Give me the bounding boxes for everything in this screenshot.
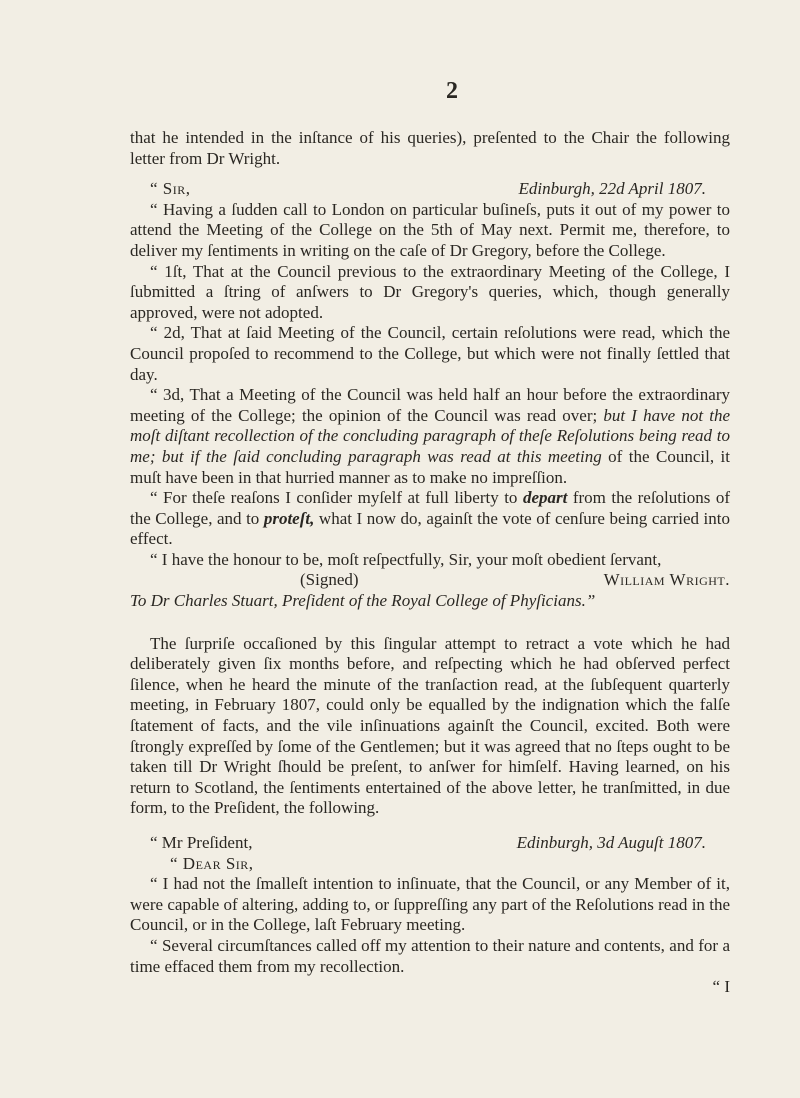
letter1-p4-italic: but I have not the moſt diſtant recollection of the concluding paragraph of theſe Reſolutions being read to me; but if the ſaid concluding paragraph was read at this meeting (130, 405, 731, 466)
signer-name: William Wright. (603, 570, 730, 590)
letter1-p6: “ I have the honour to be, moſt reſpectfully, Sir, your moſt obedient ſervant, (150, 549, 662, 569)
signed-label: (Signed) (300, 570, 359, 590)
letter2-heading (130, 833, 730, 854)
catchword: “ I (712, 977, 730, 997)
narrative-paragraph: The ſurpriſe occaſioned by this ſingular attempt to retract a vote which he had deliberately given ſix months before, and reſpecting which he had obſerved perfect ſilence, when he heard the minute of the tranſaction read, at the ſubſequent quarterly meeting, in February 1807, could only be equalled by the indignation which the falſe ſtatement of facts, and the vile inſinuations againſt the Council, excited. Both were ſtrongly expreſſed by ſome of the Gentlemen; but it was agreed that no ſteps ought to be taken till Dr Wright ſhould be preſent, to anſwer for himſelf. Having learned, on his return to Scotland, the ſentiments entertained of the above letter, he tranſmitted, in due form, to the Preſident, the following. (130, 633, 730, 818)
letter1-salutation: “ Sir, (150, 179, 191, 199)
letter1-p5-protest: proteſt, (263, 508, 315, 528)
letter1-addressee: To Dr Charles Stuart, Preſident of the Royal College of Phyſicians.” (130, 591, 596, 611)
letter1-p5-c: from the reſolutions of the College, and to (130, 488, 730, 528)
letter2-salutation: “ Mr Preſident, (150, 833, 253, 852)
letter1-p4-c: of the Council, it muſt have been in that hurried manner as to make no impreſſion. (130, 446, 730, 487)
letter2-p2: “ Several circumſtances called off my attention to their nature and contents, and for a time effaced them from my recollection. (130, 935, 730, 976)
page-number: 2 (446, 78, 458, 104)
intro-paragraph: that he intended in the inſtance of his queries), preſented to the Chair the following letter from Dr Wright. (130, 128, 730, 168)
letter2-date: Edinburgh, 3d Auguſt 1807. (516, 833, 706, 852)
letter1-heading (130, 179, 730, 200)
letter2-p1: “ I had not the ſmalleſt intention to inſinuate, that the Council, or any Member of it, were capable of altering, adding to, or ſuppreſſing any part of the Reſolutions read in the Council, or in the College, laſt February meeting. (130, 874, 730, 935)
letter1-signature (130, 570, 730, 591)
page-text (130, 128, 730, 998)
letter2-dear: “ Dear Sir, (170, 853, 254, 873)
letter1-p2: “ 1ſt, That at the Council previous to the extraordinary Meeting of the College, I ſubmitted a ſtring of anſwers to Dr Gregory's queries, which, though generally approved, were not adopted. (130, 261, 730, 322)
letter1-p5-e: what I now do, againſt the vote of cenſure being carried into effect. (130, 508, 731, 549)
letter1-p4 (130, 385, 730, 488)
letter1-p3: “ 2d, That at ſaid Meeting of the Council, certain reſolutions were read, which the Council propoſed to recommend to the College, but which were not finally ſettled that day. (130, 323, 730, 384)
letter1-p1: “ Having a ſudden call to London on particular buſineſs, puts it out of my power to attend the Meeting of the College on the 5th of May next. Permit me, therefore, to deliver my ſentiments in writing on the caſe of Dr Gregory, before the College. (130, 199, 730, 260)
letter1-date: Edinburgh, 22d April 1807. (518, 179, 706, 199)
letter1-p4-a: “ 3d, That a Meeting of the Council was held half an hour before the extraordinary meeting of the College; the opinion of the Council was read over; (130, 385, 730, 425)
letter1-p5-depart: depart (522, 488, 568, 508)
letter1-p5-a: “ For theſe reaſons I conſider myſelf at full liberty to (150, 488, 518, 508)
letter1-p5 (130, 488, 730, 550)
